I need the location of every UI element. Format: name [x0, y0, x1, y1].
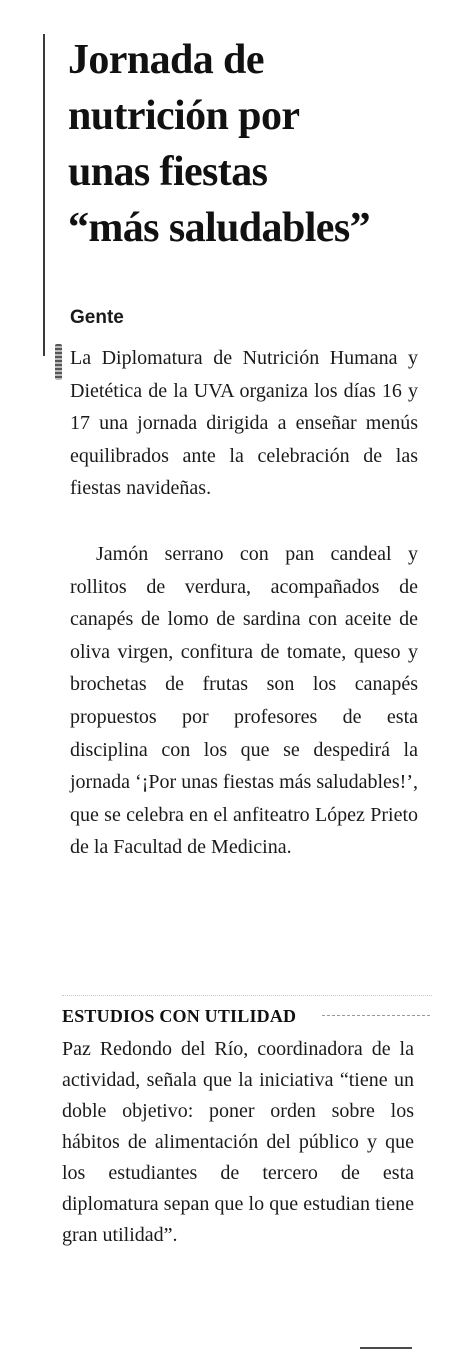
byline: Gente: [70, 307, 124, 328]
paragraph: La Diplomatura de Nutrición Humana y Dietética de la UVA organiza los días 16 y 17 una jornada dirigida a enseñar menús equilibrados ante la celebración de las fiestas navideñas.: [70, 347, 418, 500]
scan-mark: [55, 344, 62, 380]
paragraph: Jamón serrano con pan candeal y rollitos de verdura, acompañados de canapés de lomo de sardina con aceite de oliva virgen, confitura de tomate, queso y brochetas de frutas son los canapés propuestos por profesores de esta disciplina con los que se despedirá la jornada ‘¡Por unas fiestas más saludables!’, que se celebra en el anfiteatro López Prieto de la Facultad de Medicina.: [70, 543, 418, 859]
article-body-quote: [62, 1034, 414, 1251]
section-heading: ESTUDIOS CON UTILIDAD: [62, 1006, 297, 1026]
article-body-menu: [70, 538, 418, 864]
headline-line: “más saludables”: [68, 205, 370, 251]
section-heading-rule: [322, 1015, 430, 1016]
article-body-intro: [70, 342, 418, 505]
headline: [68, 32, 448, 256]
column-rule: [43, 34, 45, 356]
paragraph: Paz Redondo del Río, coordinadora de la actividad, señala que la iniciativa “tiene un doble objetivo: poner orden sobre los hábitos de alimentación del público y que los estudiantes de tercero de esta diplomatura sepan que lo que estudian tiene gran utilidad”.: [62, 1038, 414, 1246]
headline-line: unas fiestas: [68, 149, 268, 195]
end-rule: [360, 1347, 412, 1349]
headline-line: nutrición por: [68, 93, 300, 139]
headline-line: Jornada de: [68, 37, 264, 83]
section-divider: [62, 995, 432, 996]
